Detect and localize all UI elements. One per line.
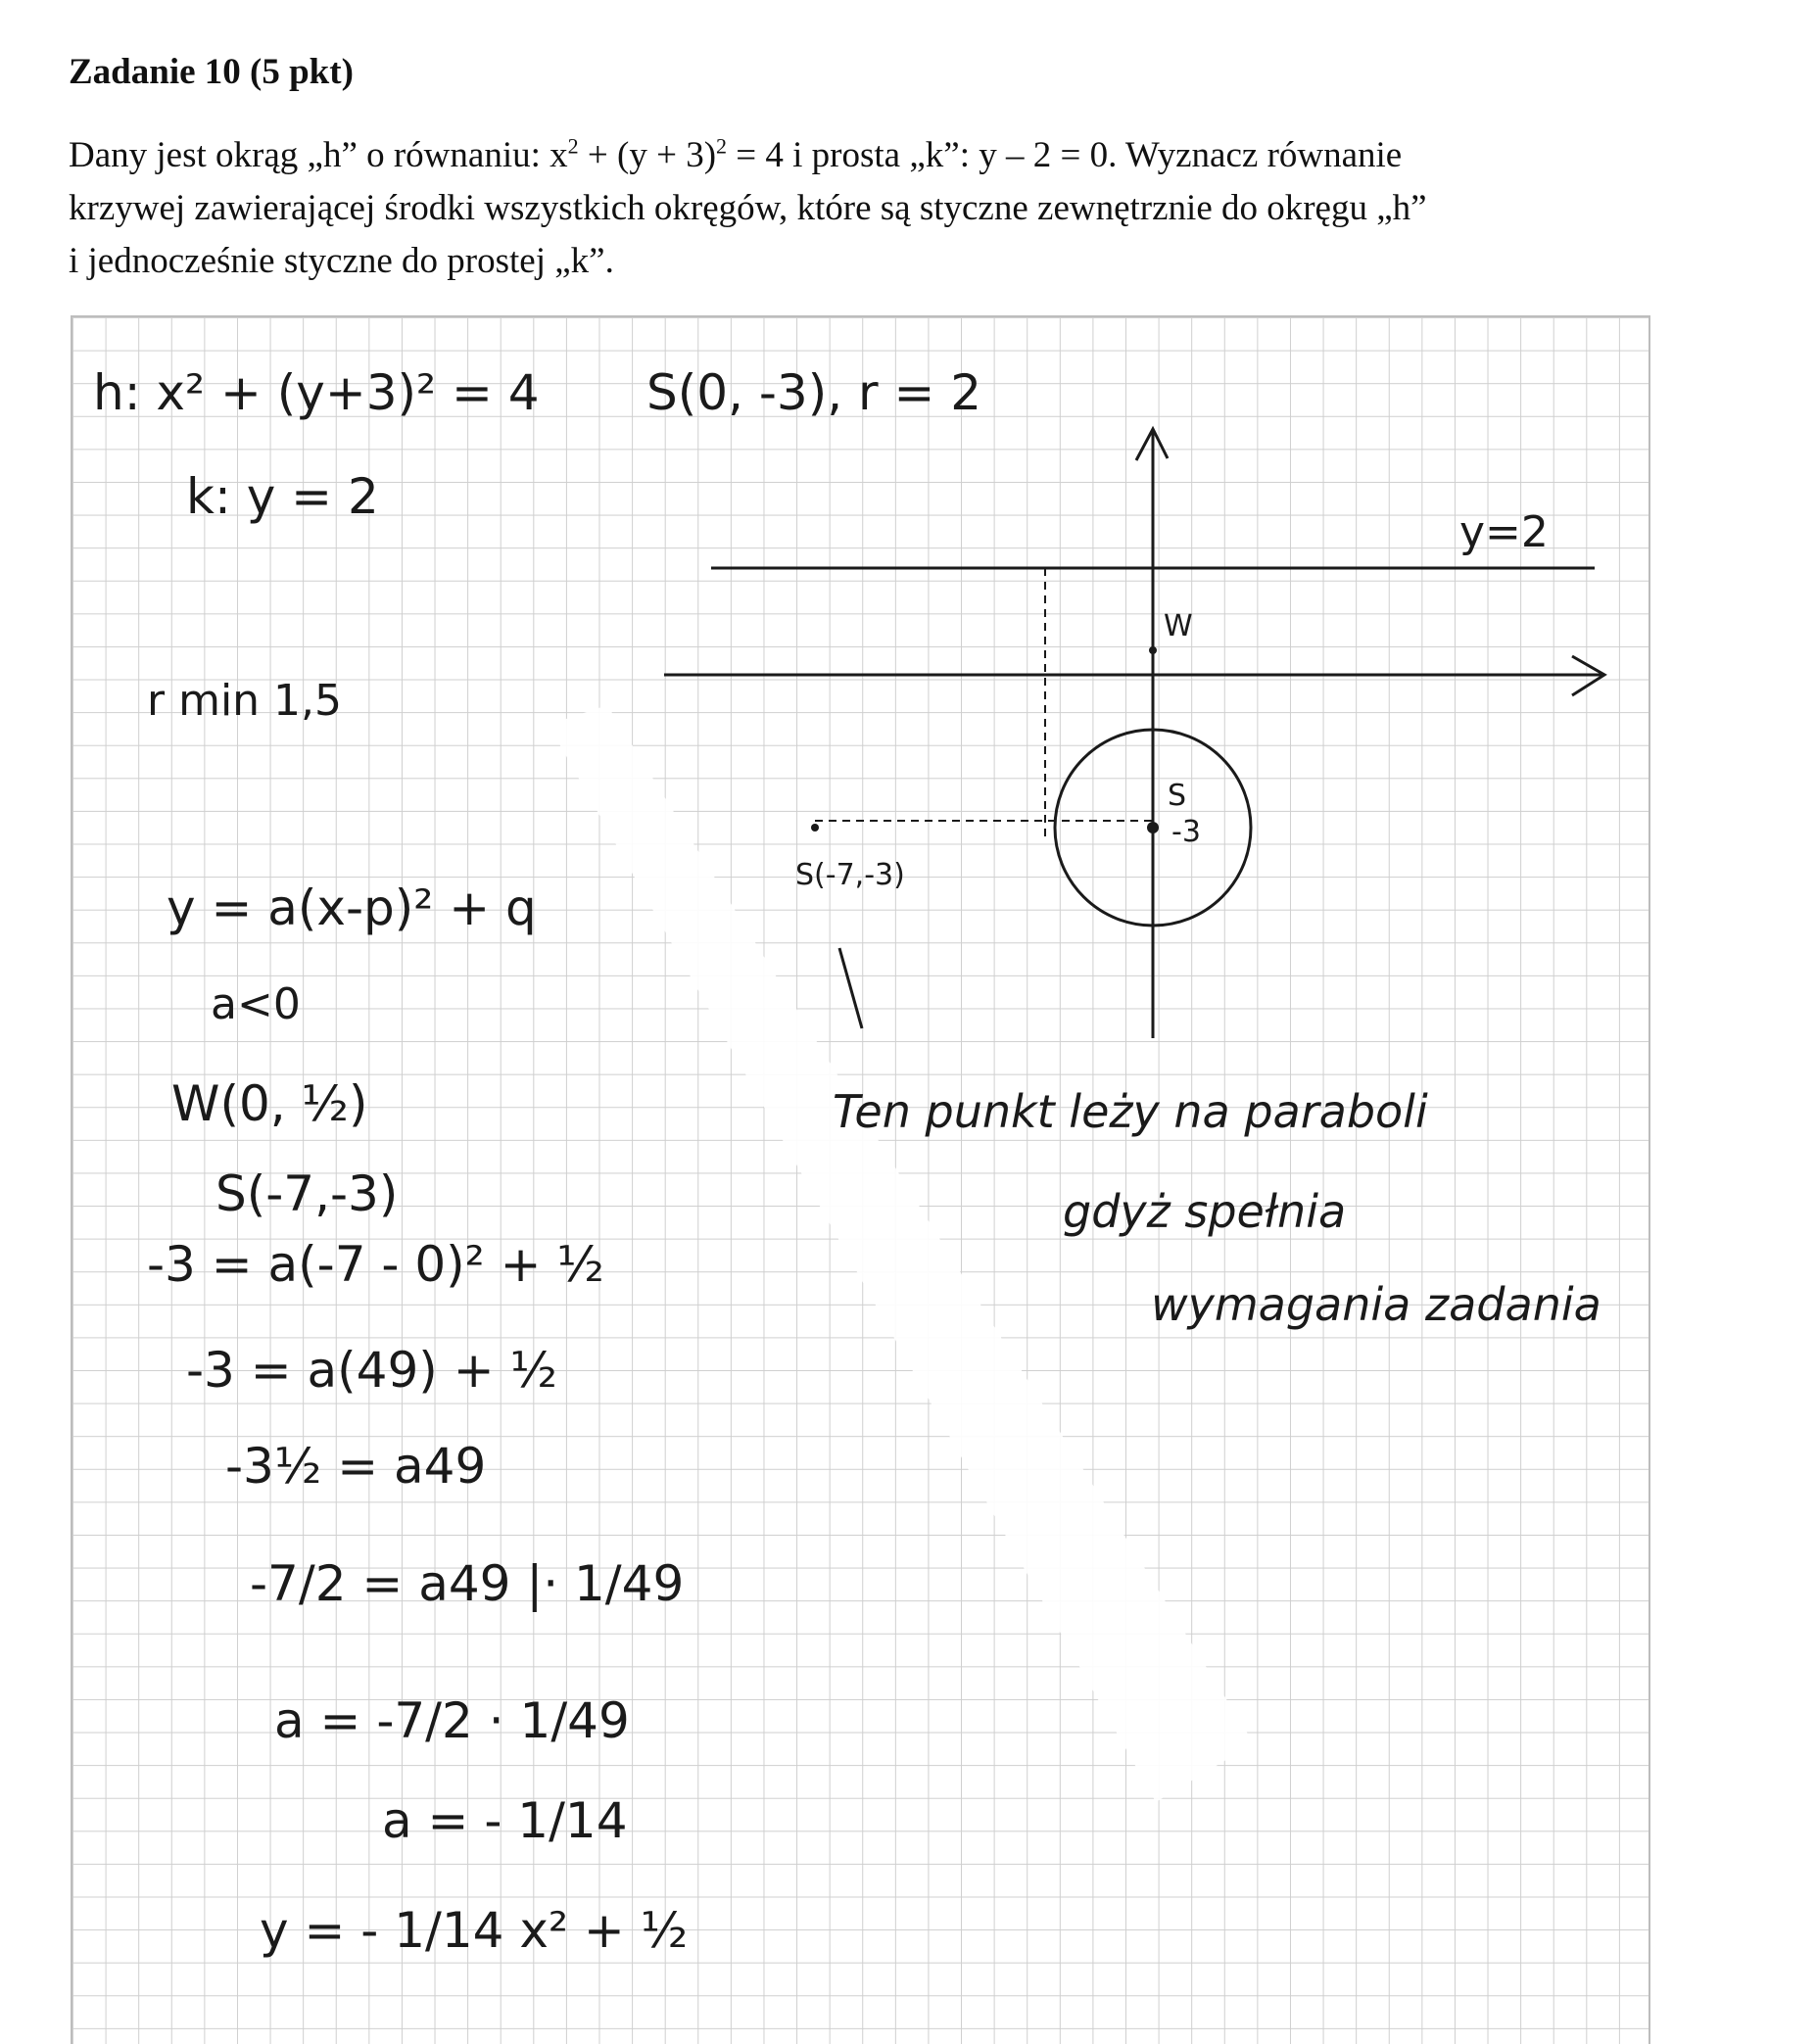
task-line-3: i jednocześnie styczne do prostej „k”.: [69, 241, 614, 281]
substitution-step-6: a = - 1/14: [382, 1792, 628, 1849]
a-condition: a<0: [211, 979, 301, 1029]
note-line-1: Ten punkt leży na paraboli: [833, 1085, 1428, 1138]
task-line-1-part-c: = 4 i prosta „k”: y – 2 = 0. Wyznacz równanie: [727, 135, 1403, 175]
vertex-form: y = a(x-p)² + q: [167, 879, 537, 936]
circle-equation: h: x² + (y+3)² = 4: [93, 364, 540, 421]
line-equation: k: y = 2: [186, 468, 379, 525]
task-line-2: krzywej zawierającej środki wszystkich okręgów, które są styczne zewnętrznie do okręgu „h”: [69, 188, 1427, 228]
center-tick-label: -3: [1171, 815, 1201, 849]
point-s-dot: [811, 824, 819, 832]
exponent-1: 2: [567, 133, 579, 159]
center-and-radius: S(0, -3), r = 2: [646, 364, 982, 421]
center-label: S: [1168, 779, 1187, 813]
task-line-1-part-a: Dany jest okrąg „h” o równaniu: x: [69, 135, 568, 175]
note-pointer: [839, 948, 862, 1028]
center-point: [1147, 822, 1159, 833]
vertex-point: W(0, ½): [171, 1075, 368, 1132]
exponent-2: 2: [716, 133, 728, 159]
final-equation: y = - 1/14 x² + ½: [260, 1902, 689, 1959]
note-line-3: wymagania zadania: [1151, 1278, 1601, 1331]
task-title: Zadanie 10 (5 pkt): [69, 52, 354, 92]
substitution-step-3: -3½ = a49: [225, 1438, 487, 1495]
note-line-2: gdyż spełnia: [1063, 1185, 1347, 1238]
substitution-step-1: -3 = a(-7 - 0)² + ½: [147, 1236, 604, 1293]
minimum-radius: r min 1,5: [147, 676, 343, 726]
vertex-point-dot: [1149, 646, 1157, 654]
vertex-label: W: [1164, 609, 1193, 643]
task-line-1-part-b: + (y + 3): [578, 135, 717, 175]
point-s: S(-7,-3): [215, 1165, 399, 1222]
point-label: S(-7,-3): [795, 858, 905, 892]
substitution-step-2: -3 = a(49) + ½: [186, 1342, 557, 1399]
substitution-step-4: -7/2 = a49 |· 1/49: [250, 1555, 685, 1612]
substitution-step-5: a = -7/2 · 1/49: [274, 1692, 630, 1749]
line-label: y=2: [1459, 507, 1549, 557]
